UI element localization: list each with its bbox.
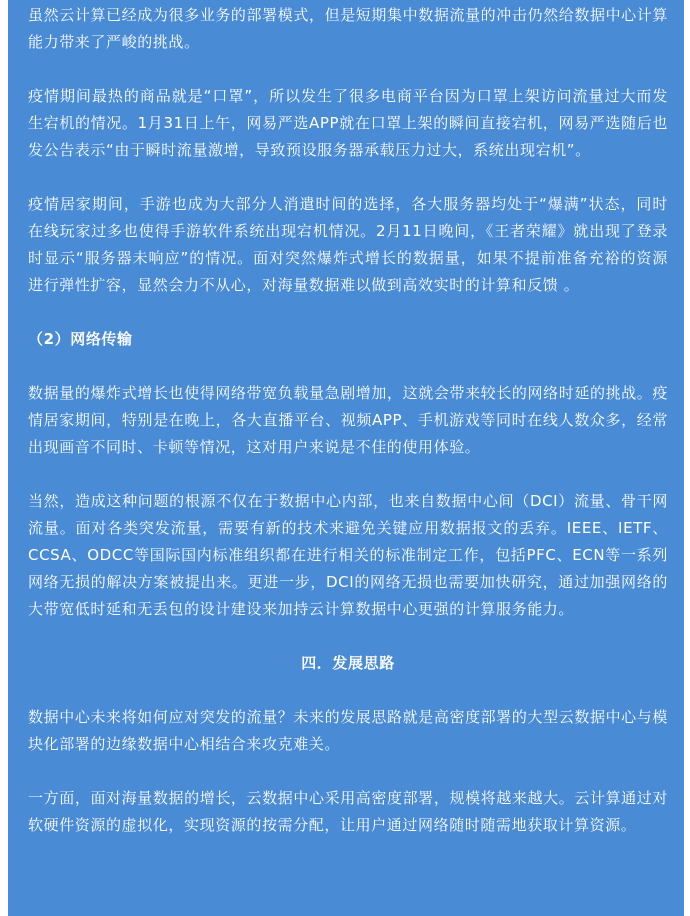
paragraph-bandwidth: 数据量的爆炸式增长也使得网络带宽负载量急剧增加，这就会带来较长的网络时延的挑战。疫情居家期间，特别是在晚上，各大直播平台、视频APP、手机游戏等同时在线人数众多，经常出现画音不同时、卡顿等情况，这对用户来说是不佳的使用体验。 (28, 384, 668, 456)
section-title-development: 四．发展思路 (301, 654, 395, 672)
paragraph-mask-ecommerce: 疫情期间最热的商品就是“口罩”，所以发生了很多电商平台因为口罩上架访问流量过大而发生宕机的情况。1月31日上午，网易严选APP就在口罩上架的瞬间直接宕机，网易严选随后也发公告表示“由于瞬时流量激增，导致预设服务器承载压力过大，系统出现宕机”。 (28, 87, 668, 159)
article-body (28, 2, 668, 866)
paragraph-mobile-games: 疫情居家期间，手游也成为大部分人消遣时间的选择，各大服务器均处于“爆满”状态，同时在线玩家过多也使得手游软件系统出现宕机情况。2月11日晚间，《王者荣耀》就出现了登录时显示“服务器未响应”的情况。面对突然爆炸式增长的数据量，如果不提前准备充裕的资源进行弹性扩容，显然会力不从心，对海量数据难以做到高效实时的计算和反馈 。 (28, 195, 668, 294)
paragraph-cloud-challenge: 虽然云计算已经成为很多业务的部署模式，但是短期集中数据流量的冲击仍然给数据中心计算能力带来了严峻的挑战。 (28, 6, 668, 51)
paragraph-high-density: 一方面，面对海量数据的增长，云数据中心采用高密度部署，规模将越来越大。云计算通过对软硬件资源的虚拟化，实现资源的按需分配，让用户通过网络随时随需地获取计算资源。 (28, 789, 668, 834)
subheading-network-transmission: （2）网络传输 (28, 330, 133, 348)
article-background (8, 0, 684, 916)
paragraph-future-approach: 数据中心未来将如何应对突发的流量？未来的发展思路就是高密度部署的大型云数据中心与模块化部署的边缘数据中心相结合来攻克难关。 (28, 708, 668, 753)
paragraph-dci-lossless: 当然，造成这种问题的根源不仅在于数据中心内部，也来自数据中心间（DCI）流量、骨干网流量。面对各类突发流量，需要有新的技术来避免关键应用数据报文的丢弃。IEEE、IETF、CCSA、ODCC等国际国内标准组织都在进行相关的标准制定工作，包括PFC、ECN等一系列网络无损的解决方案被提出来。更进一步，DCI的网络无损也需要加快研究，通过加强网络的大带宽低时延和无丢包的设计建设来加持云计算数据中心更强的计算服务能力。 (28, 492, 668, 618)
